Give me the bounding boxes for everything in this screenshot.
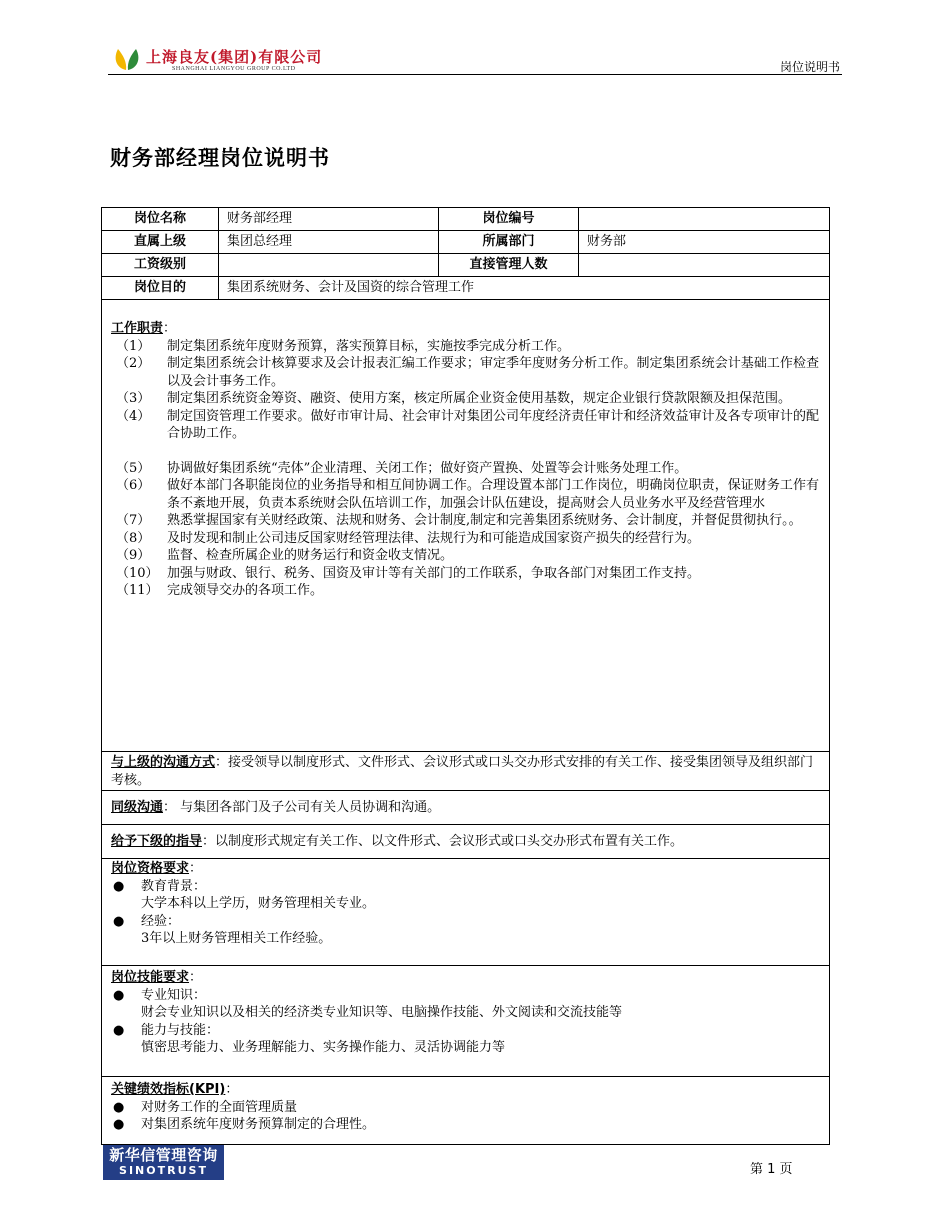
duty-number: （1） bbox=[116, 338, 151, 354]
duty-item bbox=[111, 547, 819, 565]
duty-item bbox=[111, 460, 819, 478]
qualifications-colon: ： bbox=[189, 861, 203, 876]
bullet-icon: ● bbox=[113, 913, 125, 929]
duty-item bbox=[111, 390, 819, 408]
purpose-value: 集团系统财务、会计及国资的综合管理工作 bbox=[227, 280, 475, 295]
peer-label: 同级沟通 bbox=[111, 800, 164, 815]
salary-grade-label: 工资级别 bbox=[102, 254, 219, 276]
superior-value: 集团总经理 bbox=[219, 231, 439, 253]
duty-text: 及时发现和制止公司违反国家财经管理法律、法规行为和可能造成国家资产损失的经营行为。 bbox=[167, 530, 701, 546]
duty-text: 熟悉掌握国家有关财经政策、法规和财务、会计制度,制定和完善集团系统财务、会计制度，并督促贯彻执行。。 bbox=[167, 513, 802, 528]
experience-value: 3年以上财务管理相关工作经验。 bbox=[141, 931, 332, 946]
duty-item bbox=[111, 582, 819, 600]
duties-heading-colon: ： bbox=[163, 321, 177, 336]
duty-item bbox=[111, 477, 819, 512]
duty-item bbox=[111, 512, 819, 530]
duty-text: 制定集团系统会计核算要求及会计报表汇编工作要求；审定季年度财务分析工作。制定集团系统会计基础工作检查以及会计事务工作。 bbox=[167, 356, 819, 389]
duty-number: （3） bbox=[116, 391, 151, 406]
company-logo bbox=[112, 44, 352, 76]
duties-heading: 工作职责 bbox=[111, 321, 164, 336]
duty-list bbox=[111, 338, 819, 600]
duty-spacer bbox=[111, 443, 819, 460]
duty-number: （10） bbox=[116, 565, 159, 581]
duty-number: （5） bbox=[116, 460, 151, 476]
downward-guidance bbox=[102, 825, 829, 859]
knowledge-item bbox=[111, 987, 819, 1005]
info-row-2 bbox=[102, 231, 829, 254]
salary-grade-value bbox=[219, 254, 439, 276]
duty-text: 做好本部门各职能岗位的业务指导和相互间协调工作。合理设置本部门工作岗位，明确岗位职责，保证财务工作有条不紊地开展，负责本系统财会队伍培训工作，加强会计队伍建设，提高财会人员业务水平及经营管理水 bbox=[167, 478, 819, 511]
duty-item bbox=[111, 565, 819, 583]
duty-number: （11） bbox=[116, 583, 159, 598]
bullet-icon: ● bbox=[113, 1117, 125, 1132]
duty-text: 监督、检查所属企业的财务运行和资金收支情况。 bbox=[167, 548, 454, 563]
education-item bbox=[111, 878, 819, 896]
duty-item bbox=[111, 408, 819, 443]
downward-text: ：以制度形式规定有关工作、以文件形式、会议形式或口头交办形式布置有关工作。 bbox=[202, 834, 684, 849]
duty-text: 制定集团系统资金筹资、融资、使用方案，核定所属企业资金使用基数，规定企业银行贷款限额及担保范围。 bbox=[167, 391, 792, 406]
sinotrust-logo-en: SINOTRUST bbox=[119, 1164, 208, 1177]
sinotrust-logo bbox=[103, 1145, 224, 1180]
position-code-value bbox=[579, 208, 829, 230]
info-row-3 bbox=[102, 254, 829, 277]
kpi-item bbox=[111, 1099, 819, 1117]
superior-label: 直属上级 bbox=[102, 231, 219, 253]
bullet-icon: ● bbox=[113, 987, 125, 1003]
position-name-label: 岗位名称 bbox=[102, 208, 219, 230]
upward-label: 与上级的沟通方式 bbox=[111, 755, 216, 770]
education-value: 大学本科以上学历，财务管理相关专业。 bbox=[141, 896, 376, 911]
bullet-icon: ● bbox=[113, 1099, 125, 1115]
bullet-icon: ● bbox=[113, 1022, 125, 1038]
doc-type-label: 岗位说明书 bbox=[779, 60, 840, 74]
experience-item bbox=[111, 913, 819, 931]
knowledge-label: 专业知识： bbox=[141, 987, 207, 1003]
skills-section bbox=[102, 966, 829, 1077]
info-row-1 bbox=[102, 208, 829, 231]
ability-value: 慎密思考能力、业务理解能力、实务操作能力、灵活协调能力等 bbox=[141, 1040, 506, 1055]
company-name-en: SHANGHAI LIANGYOU GROUP CO.LTD bbox=[172, 66, 296, 72]
duty-number: （7） bbox=[116, 513, 151, 528]
duty-item bbox=[111, 530, 819, 548]
kpi-item bbox=[111, 1116, 819, 1134]
kpi-item-text: 对财务工作的全面管理质量 bbox=[141, 1099, 298, 1115]
department-value: 财务部 bbox=[587, 234, 627, 249]
peer-text: ： 与集团各部门及子公司有关人员协调和沟通。 bbox=[163, 800, 441, 815]
direct-reports-value bbox=[579, 254, 829, 276]
skills-heading: 岗位技能要求 bbox=[111, 970, 190, 985]
duty-text: 制定国资管理工作要求。做好市审计局、社会审计对集团公司年度经济责任审计和经济效益审计及各专项审计的配合协助工作。 bbox=[167, 408, 819, 441]
kpi-heading: 关键绩效指标(KPI) bbox=[111, 1082, 226, 1097]
leaf-logo-icon bbox=[112, 46, 142, 72]
sinotrust-logo-cn: 新华信管理咨询 bbox=[109, 1146, 218, 1164]
position-name-value: 财务部经理 bbox=[219, 208, 439, 230]
skills-colon: ： bbox=[189, 970, 203, 985]
duty-number: （8） bbox=[116, 530, 151, 546]
duty-number: （4） bbox=[116, 408, 151, 424]
duty-text: 加强与财政、银行、税务、国资及审计等有关部门的工作联系，争取各部门对集团工作支持。 bbox=[167, 565, 701, 581]
duty-text: 协调做好集团系统“壳体”企业清理、关闭工作；做好资产置换、处置等会计账务处理工作。 bbox=[167, 460, 688, 476]
downward-label: 给予下级的指导 bbox=[111, 834, 203, 849]
page-number: 第 1 页 bbox=[750, 1162, 793, 1177]
ability-label: 能力与技能： bbox=[141, 1022, 220, 1038]
upward-text: ：接受领导以制度形式、文件形式、会议形式或口头交办形式安排的有关工作、接受集团领导及组织部门考核。 bbox=[111, 755, 814, 788]
department-label: 所属部门 bbox=[439, 231, 579, 253]
duty-number: （9） bbox=[116, 548, 151, 563]
direct-reports-label: 直接管理人数 bbox=[439, 254, 579, 276]
kpi-item-text: 对集团系统年度财务预算制定的合理性。 bbox=[141, 1117, 376, 1132]
purpose-label: 岗位目的 bbox=[102, 277, 219, 299]
experience-label: 经验： bbox=[141, 913, 181, 929]
education-label: 教育背景： bbox=[141, 878, 207, 894]
kpi-colon: ： bbox=[225, 1082, 239, 1097]
bullet-icon: ● bbox=[113, 878, 125, 894]
duty-text: 完成领导交办的各项工作。 bbox=[167, 583, 324, 598]
duty-item bbox=[111, 338, 819, 356]
knowledge-value: 财会专业知识以及相关的经济类专业知识等、电脑操作技能、外文阅读和交流技能等 bbox=[141, 1005, 623, 1020]
qualifications-section bbox=[102, 859, 829, 966]
duties-section bbox=[102, 300, 829, 752]
company-name-cn: 上海良友(集团)有限公司 bbox=[146, 48, 323, 66]
duty-number: （6） bbox=[116, 478, 151, 493]
position-code-label: 岗位编号 bbox=[439, 208, 579, 230]
upward-communication bbox=[102, 752, 829, 791]
qualifications-heading: 岗位资格要求 bbox=[111, 861, 190, 876]
ability-item bbox=[111, 1022, 819, 1040]
header-divider bbox=[108, 74, 842, 75]
page-title: 财务部经理岗位说明书 bbox=[110, 146, 330, 170]
kpi-section bbox=[102, 1077, 829, 1144]
duty-text: 制定集团系统年度财务预算，落实预算目标，实施按季完成分析工作。 bbox=[167, 338, 571, 354]
job-description-table bbox=[101, 207, 830, 1145]
duty-item bbox=[111, 355, 819, 390]
duty-number: （2） bbox=[116, 356, 151, 371]
info-row-4 bbox=[102, 277, 829, 300]
peer-communication bbox=[102, 791, 829, 825]
